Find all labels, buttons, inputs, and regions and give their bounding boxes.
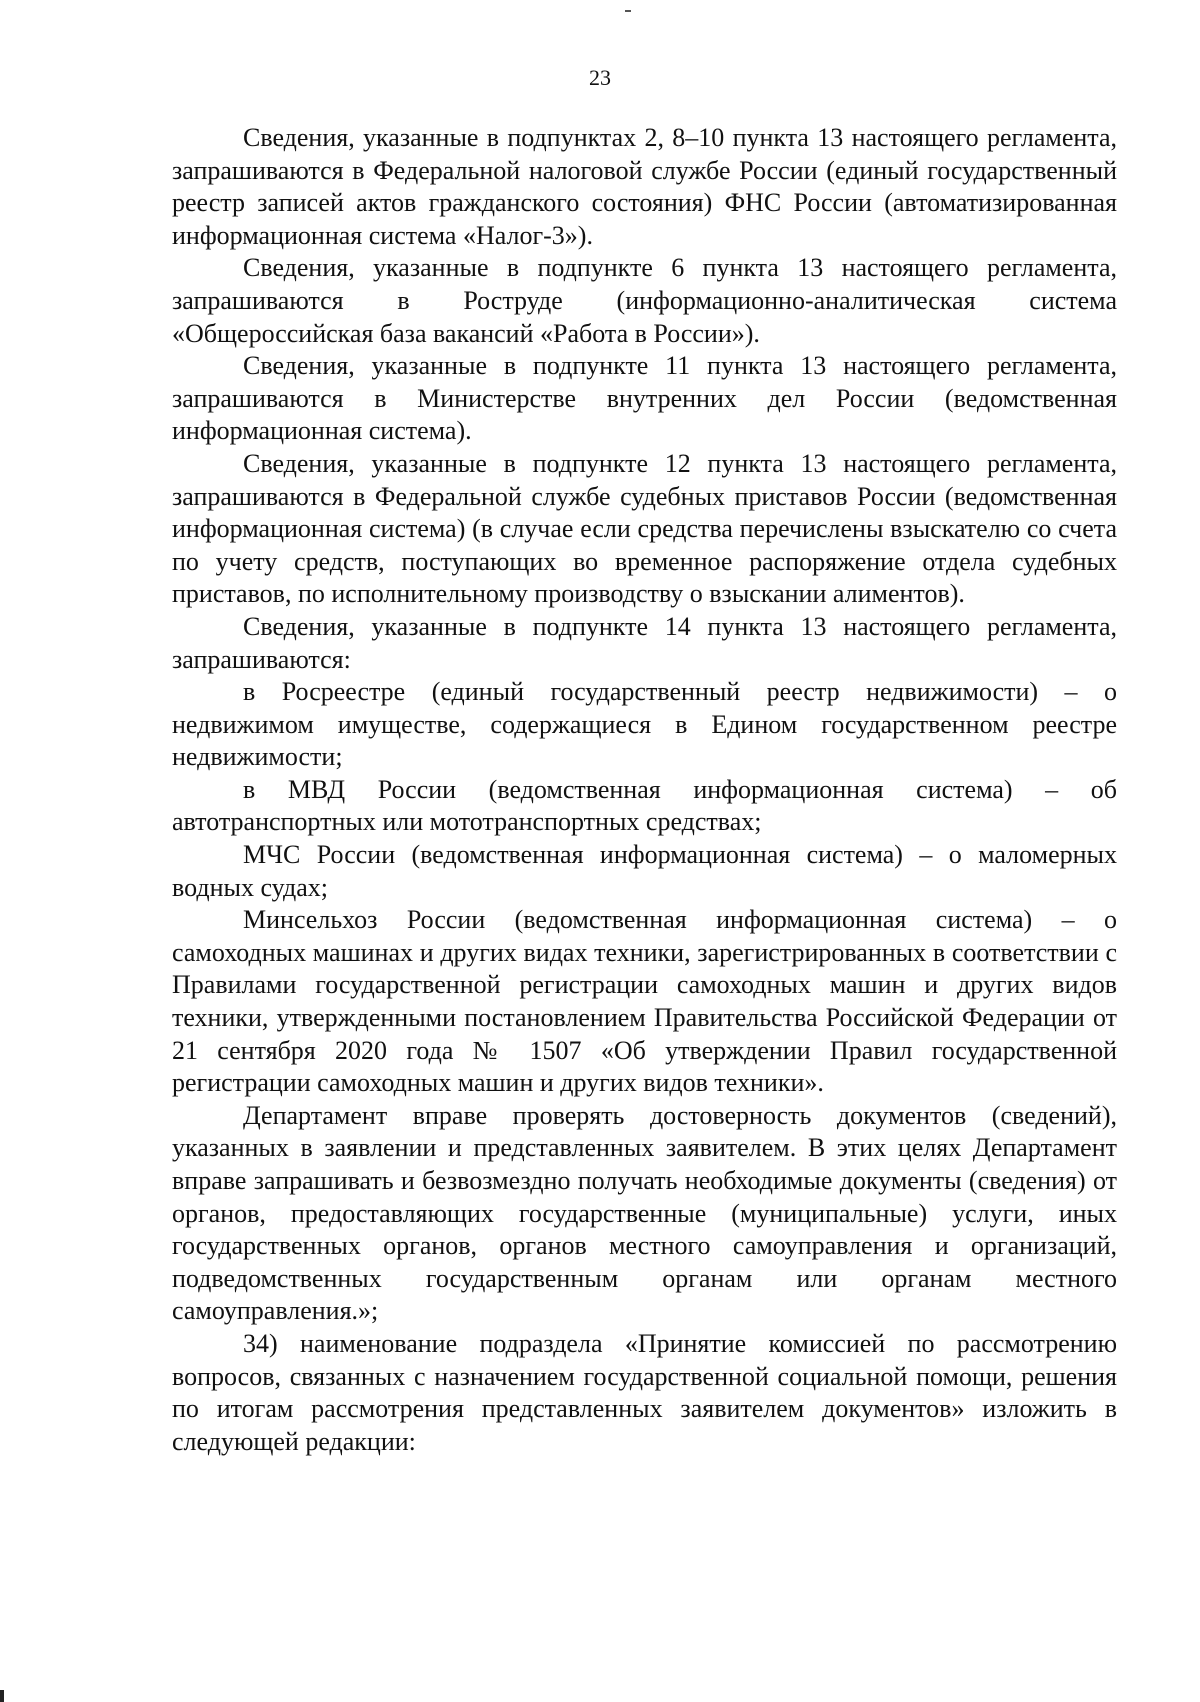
paragraph-mvd: Сведения, указанные в подпункте 11 пункта 13 настоящего регламента, запрашиваются в Министерстве внутренних дел России (ведомственная информационная система). [172,351,1117,446]
paragraph-item-34: 34) наименование подраздела «Принятие комиссией по рассмотрению вопросов, связанных с назначением государственной социальной помощи, решения по итогам рассмотрения представленных заявителем документов» изложить в следующей редакции: [172,1328,1117,1456]
paragraph-minselkhoz: Минсельхоз России (ведомственная информационная система) – о самоходных машинах и других видах техники, зарегистрированных в соответствии с Правилами государственной регистрации самоходных машин и других видов техники, утвержденными постановлением Правительства Российской Федерации от 21 сентября 2020 года № 1507 «Об утверждении Правил государственной регистрации самоходных машин и других видов техники». [172,905,1117,1098]
paragraph-fns: Сведения, указанные в подпунктах 2, 8–10 пункта 13 настоящего регламента, запрашиваются в Федеральной налоговой службе России (единый государственный реестр записей актов гражданского состояния) ФНС России (автоматизированная информационная система «Налог-3»). [172,123,1117,250]
page-number: 23 [589,65,611,90]
paragraph-department-rights: Департамент вправе проверять достоверность документов (сведений), указанных в заявлении и представленных заявителем. В этих целях Департамент вправе запрашивать и безвозмездно получать необходимые документы (сведения) от органов, предоставляющих государственные (муниципальные) услуги, иных государственных органов, органов местного самоуправления и организаций, подведомственных государственным органам или органам местного самоуправления.»; [172,1100,1117,1326]
scan-speck [0,1690,4,1702]
paragraph-rostrud: Сведения, указанные в подпункте 6 пункта 13 настоящего регламента, запрашиваются в Роструде (информационно-аналитическая система «Общероссийская база вакансий «Работа в России»). [172,253,1117,348]
scan-speck [625,10,631,12]
paragraph-mchs: МЧС России (ведомственная информационная система) – о маломерных водных судах; [172,840,1117,902]
paragraph-rosreestr: в Росреестре (единый государственный реестр недвижимости) – о недвижимом имуществе, содержащиеся в Едином государственном реестре недвижимости; [172,677,1117,772]
document-body [172,122,1117,1458]
paragraph-mvd-vehicles: в МВД России (ведомственная информационная система) – об автотранспортных или мототранспортных средствах; [172,774,1117,837]
paragraph-fssp: Сведения, указанные в подпункте 12 пункта 13 настоящего регламента, запрашиваются в Федеральной службе судебных приставов России (ведомственная информационная система) (в случае если средства перечислены взыскателю со счета по учету средств, поступающих во временное распоряжение отдела судебных приставов, по исполнительному производству о взыскании алиментов). [172,448,1117,609]
paragraph-subitem-14-intro: Сведения, указанные в подпункте 14 пункта 13 настоящего регламента, запрашиваются: [172,611,1117,674]
